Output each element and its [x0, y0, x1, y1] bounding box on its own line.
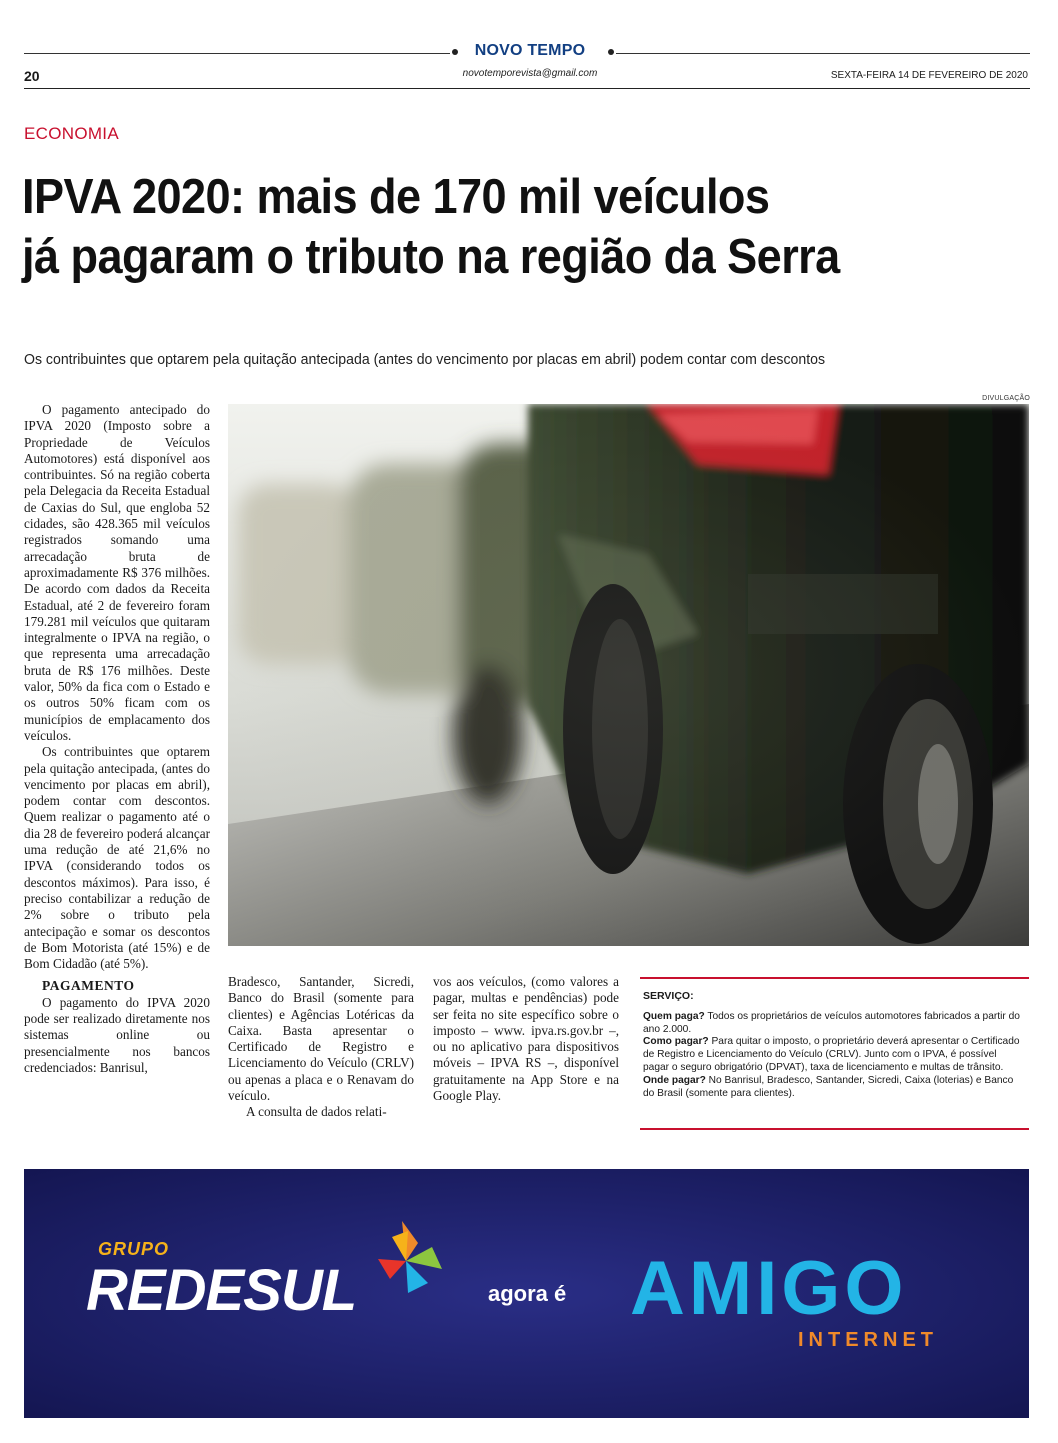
headline-line-2: já pagaram o tributo na região da Serra: [22, 229, 840, 284]
subheading: PAGAMENTO: [42, 978, 135, 994]
photo-credit: DIVULGAÇÃO: [982, 395, 1030, 402]
newspaper-brand: NOVO TEMPO: [474, 42, 586, 59]
paragraph: Os contribuintes que optarem pela quitação antecipada, (antes do vencimento por placas em abril), podem contar com descontos. Quem realizar o pagamento até o dia 28 de fevereiro poderá alcançar uma redução de até 21,6% no IPVA (considerando todos os descontos máximos). Para isso, é preciso contabilizar a redução de 2% sobre o tributo pela antecipação e somar os descontos de Bom Motorista (até 15%) e de Bom Cidadão (até 5%).: [24, 744, 210, 972]
cars-traffic-photo: [228, 404, 1029, 946]
paragraph: Bradesco, Santander, Sicredi, Banco do Brasil (somente para clientes) e Agências Lotéricas da Caixa. Basta apresentar o Certificado de Registro e Licenciamento do Veículo (CRLV) ou apenas a placa e o Renavam do veículo.: [228, 974, 414, 1104]
service-item: [643, 1011, 1023, 1037]
paragraph: A consulta de dados relati-: [246, 1104, 387, 1120]
ad-internet: INTERNET: [798, 1329, 938, 1351]
service-question: Como pagar?: [643, 1036, 709, 1048]
header-dot-right: [608, 49, 614, 55]
ad-amigo: AMIGO: [630, 1246, 908, 1331]
service-item: [643, 1075, 1023, 1101]
paragraph: O pagamento antecipado do IPVA 2020 (Imposto sobre a Propriedade de Veículos Automotores) está disponível aos contribuintes. Só na região coberta pela Delegacia da Receita Estadual de Caxias do Sul, que engloba 52 cidades, são 428.365 mil veículos registrados somando uma arrecadação bruta de aproximadamente R$ 376 milhões. De acordo com dados da Receita Estadual, até 2 de fevereiro foram 179.281 mil veículos que quitaram integralmente o IPVA na região, o que representa uma arrecadação bruta de R$ 176 milhões. Deste valor, 50% da fica com o Estado e os outros 50% ficam com os municípios de emplacamento dos veículos.: [24, 402, 210, 743]
service-question: Quem paga?: [643, 1010, 705, 1022]
ad-agora: agora é: [488, 1281, 567, 1306]
ad-redesul: REDESUL: [86, 1258, 357, 1323]
article-column-1: [24, 402, 210, 1076]
service-box-bottom-rule: [640, 1128, 1029, 1130]
service-box: [643, 990, 1023, 1100]
header-rule-right: [616, 53, 1030, 54]
service-answer: Para quitar o imposto, o proprietário deverá apresentar o Certificado de Registro e Licenciamento do Veículo (CRLV). Junto com o IPVA, é possível pagar o seguro obrigatório (DPVAT), taxa de licenciamento e multas de trânsito.: [643, 1036, 1020, 1073]
article-column-2: [228, 974, 414, 1121]
header-rule-left: [24, 53, 450, 54]
headline: [22, 168, 960, 288]
service-box-top-rule: [640, 977, 1029, 979]
paragraph: vos aos veículos, (como valores a pagar, multas e pendências) pode ser feita no site específico sobre o imposto – www. ipva.rs.gov.br –, ou no aplicativo para dispositivos móveis – IPVA RS –, disponível gratuitamente na App Store e na Google Play.: [433, 974, 619, 1104]
headline-line-1: IPVA 2020: mais de 170 mil veículos: [22, 170, 770, 224]
service-answer: No Banrisul, Bradesco, Santander, Sicredi, Caixa (loterias) e Banco do Brasil (somente para clientes).: [643, 1074, 1014, 1099]
subheadline: Os contribuintes que optarem pela quitação antecipada (antes do vencimento por placas em abril) podem contar com descontos: [24, 351, 826, 368]
article-column-3: [433, 974, 619, 1104]
header-divider: [24, 88, 1030, 89]
section-label: ECONOMIA: [24, 124, 119, 143]
service-question: Onde pagar?: [643, 1074, 706, 1086]
service-answer: Todos os proprietários de veículos automotores fabricados a partir do ano 2.000.: [643, 1010, 1020, 1035]
article-photo: [228, 404, 1029, 946]
advertisement-banner[interactable]: [24, 1169, 1029, 1418]
contact-email[interactable]: novotemporevista@gmail.com: [462, 68, 598, 79]
ad-grupo: GRUPO: [98, 1239, 170, 1259]
page-number: 20: [24, 68, 40, 84]
issue-date: SEXTA-FEIRA 14 DE FEVEREIRO DE 2020: [830, 70, 1028, 81]
paragraph: O pagamento do IPVA 2020 pode ser realizado diretamente nos sistemas online ou presencialmente nos bancos credenciados: Banrisul,: [24, 994, 210, 1075]
service-box-title: SERVIÇO:: [643, 990, 694, 1002]
service-item: [643, 1036, 1023, 1074]
